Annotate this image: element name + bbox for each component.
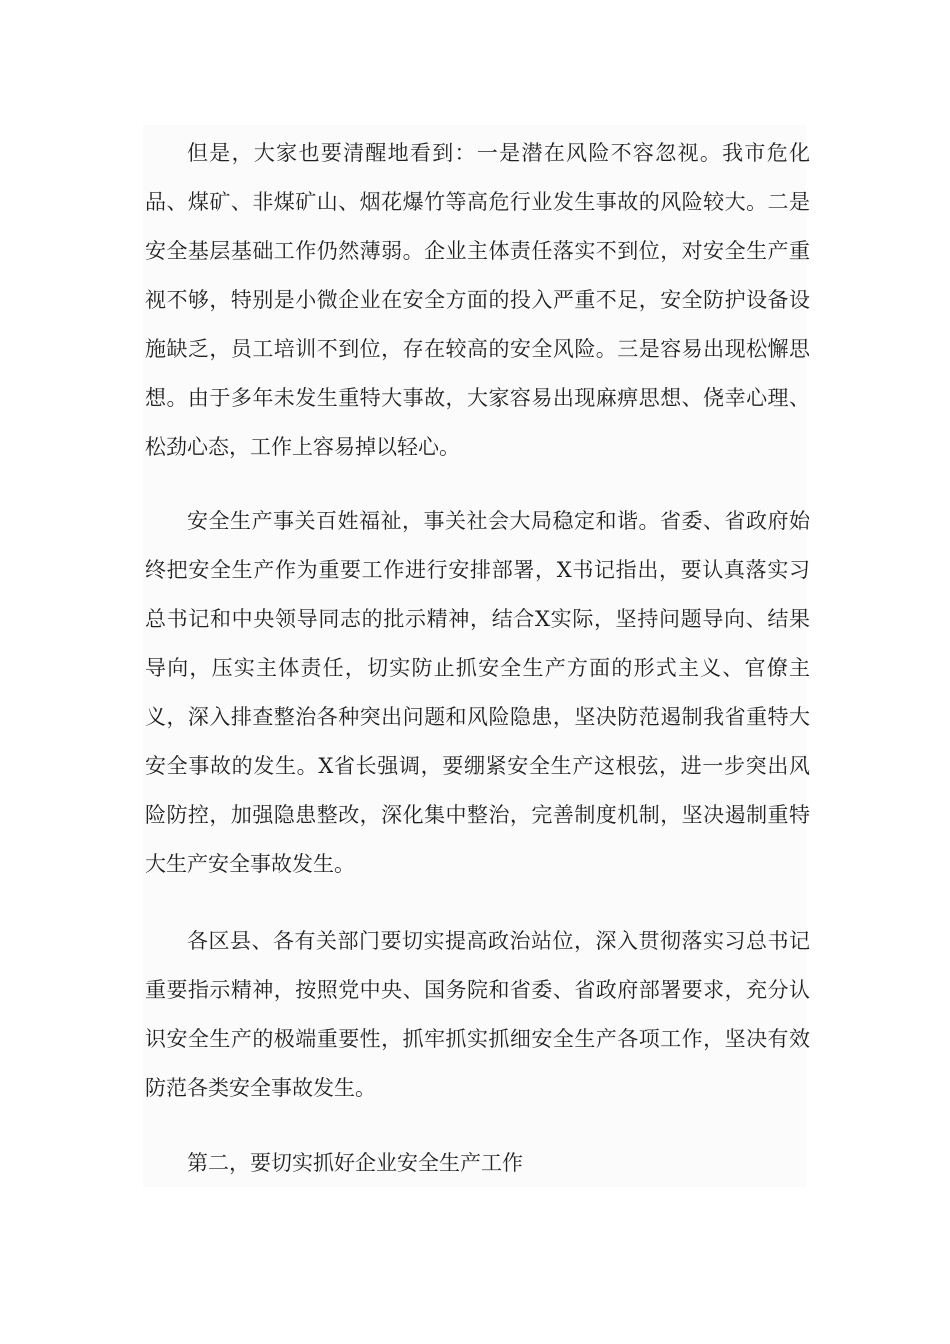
section-heading-second: 第二，要切实抓好企业安全生产工作 [187,1151,523,1175]
paragraph-importance: 安全生产事关百姓福祉，事关社会大局稳定和谐。省委、省政府始终把安全生产作为重要工作进行安排部署，X书记指出，要认真落实习总书记和中央领导同志的批示精神，结合X实际，坚持问题导向、结果导向，压实主体责任，切实防止抓安全生产方面的形式主义、官僚主义，深入排查整治各种突出问题和风险隐患，坚决防范遏制我省重特大安全事故的发生。X省长强调，要绷紧安全生产这根弦，进一步突出风险防控，加强隐患整改，深化集中整治，完善制度机制，坚决遏制重特大生产安全事故发生。 [145,509,810,876]
paragraph-risks: 但是，大家也要清醒地看到：一是潜在风险不容忽视。我市危化品、煤矿、非煤矿山、烟花爆竹等高危行业发生事故的风险较大。二是安全基层基础工作仍然薄弱。企业主体责任落实不到位，对安全生产重视不够，特别是小微企业在安全方面的投入严重不足，安全防护设备设施缺乏，员工培训不到位，存在较高的安全风险。三是容易出现松懈思想。由于多年未发生重特大事故，大家容易出现麻痹思想、侥幸心理、松劲心态，工作上容易掉以轻心。 [145,141,810,459]
paragraph-requirements: 各区县、各有关部门要切实提高政治站位，深入贯彻落实习总书记重要指示精神，按照党中央、国务院和省委、省政府部署要求，充分认识安全生产的极端重要性，抓牢抓实抓细安全生产各项工作，坚决有效防范各类安全事故发生。 [145,929,810,1100]
